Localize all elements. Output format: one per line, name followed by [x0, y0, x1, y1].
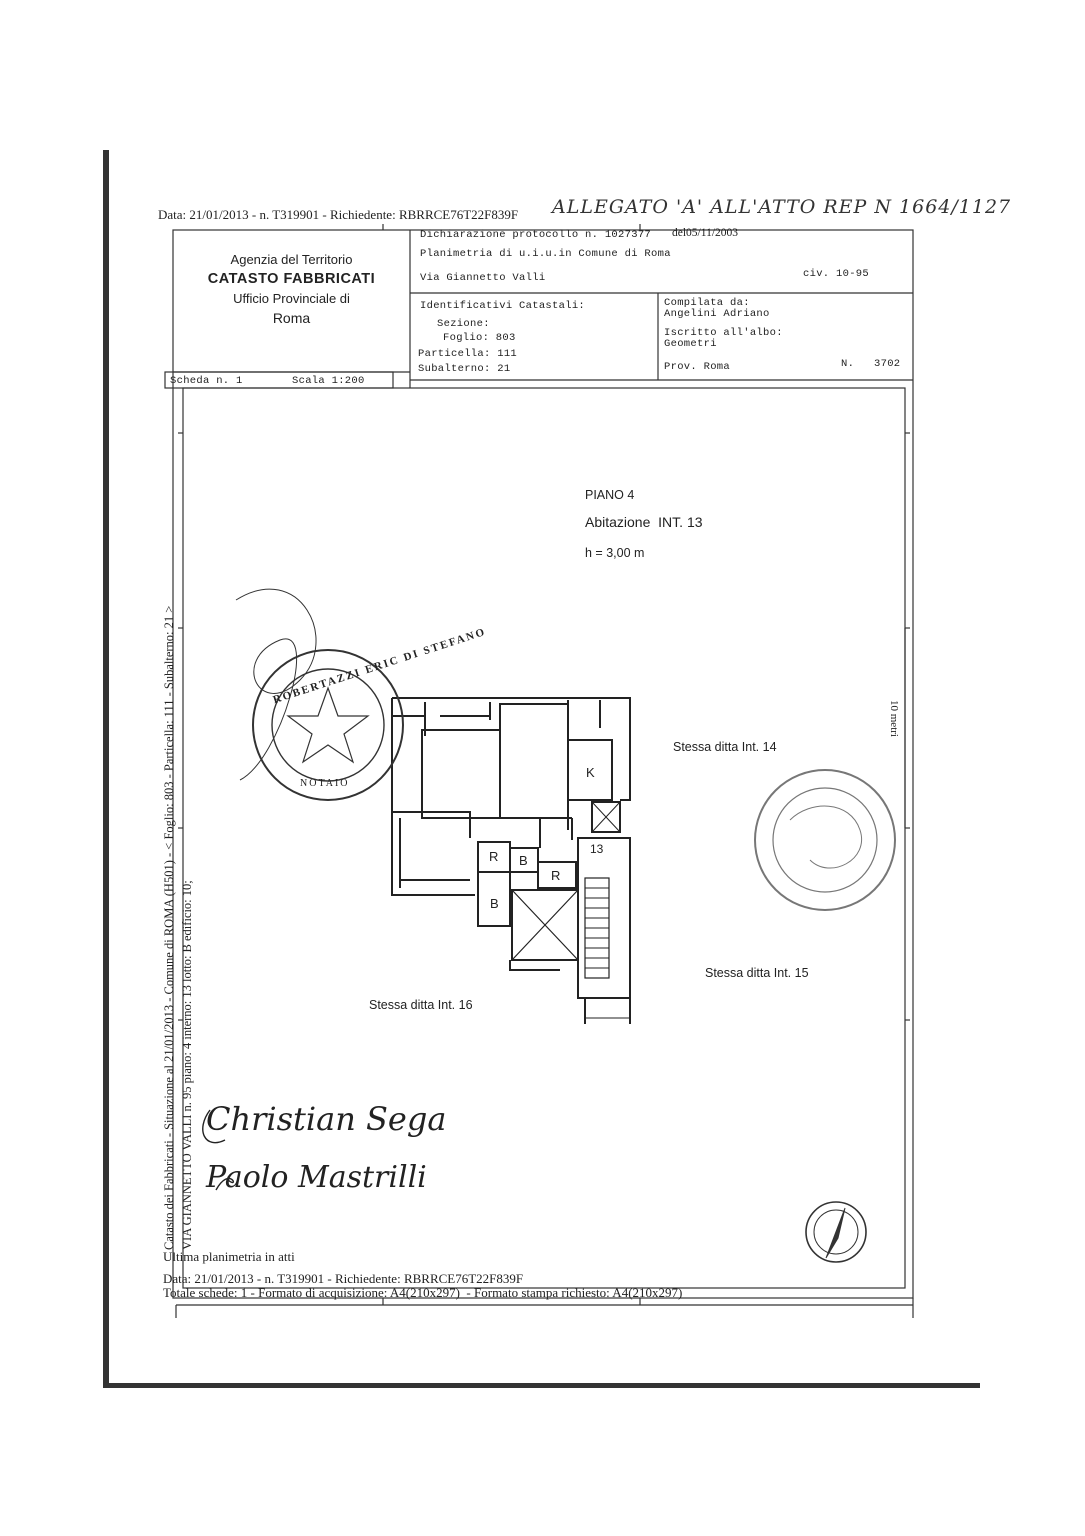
unit-label: Abitazione INT. 13: [585, 514, 703, 530]
identifiers-title: Identificativi Catastali:: [420, 300, 586, 312]
compiled-by-label: Compilata da:: [664, 297, 750, 309]
registration-number: N. 3702: [841, 358, 901, 370]
header-data-line: Data: 21/01/2013 - n. T319901 - Richiedente: RBRRCE76T22F839F: [158, 207, 519, 222]
scheda-scale: Scala 1:200: [292, 375, 365, 387]
stamp-text: ROBERTAZZI ERIC DI STEFANO: [271, 625, 488, 707]
room-storage-1: R: [489, 849, 499, 864]
particella-value: Particella: 111: [418, 348, 518, 360]
subalterno-value: Subalterno: 21: [418, 363, 511, 375]
stamp-bottom-text: NOTAIO: [300, 778, 350, 789]
province: Prov. Roma: [664, 361, 731, 373]
scheda-number: Scheda n. 1: [170, 375, 243, 387]
floor-label: PIANO 4: [585, 488, 635, 502]
stair-int-13: 13: [590, 842, 604, 856]
north-arrow-icon: [806, 1202, 866, 1262]
notary-stamp-left: [236, 589, 403, 800]
signature-christian: Christian Sega: [206, 1100, 447, 1138]
neighbor-int-15: Stessa ditta Int. 15: [705, 966, 809, 980]
room-bath-1: B: [519, 853, 528, 868]
sidebar-address-line: VIA GIANNETTO VALLI n. 95 piano: 4 interno: 13 lotto: B edificio: 10;: [180, 880, 194, 1250]
protocol-date: del05/11/2003: [672, 227, 739, 239]
sezione-label: Sezione:: [437, 318, 490, 330]
civic-number: civ. 10-95: [803, 268, 870, 280]
notary-stamp-right: [755, 770, 895, 910]
agency-department: CATASTO FABBRICATI: [207, 271, 376, 287]
foglio-value: Foglio: 803: [443, 332, 516, 344]
room-storage-2: R: [551, 868, 561, 883]
floor-plan: [392, 698, 630, 1024]
neighbor-int-14: Stessa ditta Int. 14: [673, 740, 777, 754]
height-label: h = 3,00 m: [585, 546, 645, 560]
albo-value: Geometri: [664, 338, 717, 350]
protocol-number: Dichiarazione protocollo n. 1027377: [420, 229, 652, 241]
room-bath-2: B: [490, 896, 499, 911]
compiled-by-name: Angelini Adriano: [664, 308, 770, 320]
albo-label: Iscritto all'albo:: [664, 327, 783, 339]
footer-data-line: Data: 21/01/2013 - n. T319901 - Richiedente: RBRRCE76T22F839F: [163, 1271, 524, 1286]
neighbor-int-16: Stessa ditta Int. 16: [369, 998, 473, 1012]
room-kitchen: K: [586, 765, 595, 780]
footer-totals: Totale schede: 1 - Formato di acquisizione: A4(210x297) - Formato stampa richiesto: A4(210x297): [163, 1285, 683, 1300]
agency-city: Roma: [272, 310, 311, 326]
street-address: Via Giannetto Valli: [420, 272, 546, 284]
scale-bar-label: 10 metri: [888, 700, 900, 737]
agency-name: Agenzia del Territorio: [230, 252, 353, 267]
sidebar-cadastral-line: Catasto dei Fabbricati - Situazione al 21/01/2013 - Comune di ROMA (H501) - < Foglio: 803 - Particella: 111 - Subalterno: 21 >: [162, 605, 176, 1250]
footer-last-plan: Ultima planimetria in atti: [163, 1249, 295, 1264]
handwritten-note: ALLEGATO 'A' ALL'ATTO REP N 1664/1127: [552, 196, 1012, 218]
agency-office: Ufficio Provinciale di: [233, 291, 350, 306]
signature-paolo: Paolo Mastrilli: [206, 1160, 427, 1195]
planimetry-line: Planimetria di u.i.u.in Comune di Roma: [420, 248, 671, 260]
